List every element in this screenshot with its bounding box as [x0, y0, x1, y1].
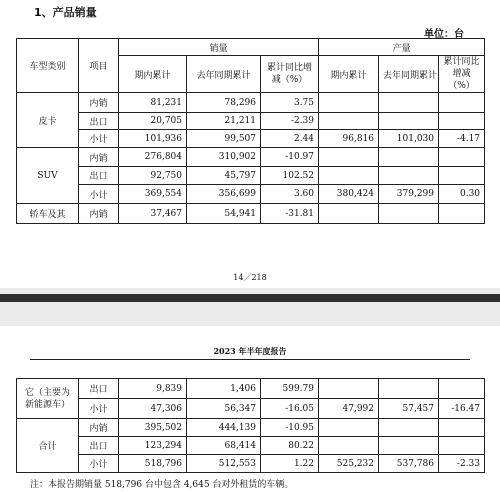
- production-change: [439, 379, 485, 399]
- page-separator: [0, 288, 500, 326]
- sales-current: 9,839: [119, 379, 187, 399]
- table-row: [17, 437, 485, 455]
- row-category: 合计: [17, 419, 79, 473]
- header-prod-current: 期内累计: [319, 56, 379, 93]
- row-item: 出口: [79, 379, 119, 399]
- footnote: 注：本报告期销量 518,796 台中包含 4,645 台对外租赁的车辆。: [30, 480, 294, 490]
- table-row: [17, 167, 485, 185]
- sales-current: 395,502: [119, 419, 187, 437]
- sales-current: 47,306: [119, 399, 187, 419]
- row-item: 内销: [79, 148, 119, 167]
- production-current: [319, 437, 379, 455]
- sales-change: 2.44: [261, 130, 319, 148]
- sales-change: 3.75: [261, 93, 319, 113]
- table-row: [17, 455, 485, 473]
- section-title: 1、产品销量: [34, 6, 97, 19]
- row-item: 出口: [79, 437, 119, 455]
- row-item: 内销: [79, 204, 119, 224]
- sales-change: 1.22: [261, 455, 319, 473]
- row-item: 小计: [79, 455, 119, 473]
- production-change: [439, 419, 485, 437]
- production-change: [439, 148, 485, 167]
- row-category: 轿车及其: [17, 204, 79, 224]
- row-item: 小计: [79, 185, 119, 204]
- report-header: 2023 年半年度报告: [213, 346, 287, 356]
- sales-change: 3.60: [261, 185, 319, 204]
- production-current: [319, 419, 379, 437]
- sales-current: 369,554: [119, 185, 187, 204]
- sales-change: -2.39: [261, 113, 319, 130]
- sales-last-year: 356,699: [187, 185, 261, 204]
- header-production: 产量: [319, 39, 485, 56]
- production-current: 96,816: [319, 130, 379, 148]
- sales-change: -31.81: [261, 204, 319, 224]
- header-sales-last-year: 去年同期累计: [187, 56, 261, 93]
- sales-current: 37,467: [119, 204, 187, 224]
- production-current: [319, 167, 379, 185]
- sales-current: 123,294: [119, 437, 187, 455]
- row-item: 小计: [79, 130, 119, 148]
- production-last-year: [379, 148, 439, 167]
- header-sales-current: 期内累计: [119, 56, 187, 93]
- header-item: 项目: [79, 39, 119, 93]
- row-item: 出口: [79, 113, 119, 130]
- sales-change: 102.52: [261, 167, 319, 185]
- production-last-year: [379, 93, 439, 113]
- sales-production-table: [16, 38, 485, 224]
- row-category: 它（主要为新能源车）: [17, 379, 79, 419]
- table-row: [17, 148, 485, 167]
- production-change: 0.30: [439, 185, 485, 204]
- row-category: 皮卡: [17, 93, 79, 148]
- sales-last-year: 78,296: [187, 93, 261, 113]
- row-item: 出口: [79, 167, 119, 185]
- table-row: [17, 93, 485, 113]
- production-last-year: [379, 113, 439, 130]
- sales-last-year: 444,139: [187, 419, 261, 437]
- table-row: [17, 419, 485, 437]
- table-row: [17, 399, 485, 419]
- header-sales-change: 累计同比增减（%）: [261, 56, 319, 93]
- sales-change: -10.97: [261, 148, 319, 167]
- production-current: [319, 93, 379, 113]
- sales-change: -16.05: [261, 399, 319, 419]
- production-change: [439, 113, 485, 130]
- sales-last-year: 45,797: [187, 167, 261, 185]
- production-last-year: 537,786: [379, 455, 439, 473]
- sales-last-year: 99,507: [187, 130, 261, 148]
- production-change: [439, 204, 485, 224]
- sales-last-year: 68,414: [187, 437, 261, 455]
- production-current: 380,424: [319, 185, 379, 204]
- sales-current: 20,705: [119, 113, 187, 130]
- production-last-year: 101,030: [379, 130, 439, 148]
- production-last-year: [379, 419, 439, 437]
- sales-current: 276,804: [119, 148, 187, 167]
- production-change: -2.33: [439, 455, 485, 473]
- header-sales: 销量: [119, 39, 319, 56]
- production-current: [319, 148, 379, 167]
- production-last-year: 379,299: [379, 185, 439, 204]
- row-item: 内销: [79, 93, 119, 113]
- sales-last-year: 54,941: [187, 204, 261, 224]
- production-change: [439, 167, 485, 185]
- sales-last-year: 512,553: [187, 455, 261, 473]
- production-current: [319, 204, 379, 224]
- sales-current: 81,231: [119, 93, 187, 113]
- table-row: [17, 204, 485, 224]
- production-last-year: [379, 437, 439, 455]
- production-current: [319, 113, 379, 130]
- production-change: [439, 93, 485, 113]
- header-prod-change: 累计同比增减（%）: [439, 56, 485, 93]
- production-last-year: [379, 204, 439, 224]
- table-row: [17, 185, 485, 204]
- page-number: 14／218: [233, 273, 267, 282]
- sales-change: 80.22: [261, 437, 319, 455]
- table-row: [17, 379, 485, 399]
- production-last-year: [379, 167, 439, 185]
- row-item: 小计: [79, 399, 119, 419]
- sales-current: 518,796: [119, 455, 187, 473]
- production-last-year: 57,457: [379, 399, 439, 419]
- header-rule: [30, 359, 470, 360]
- production-change: -16.47: [439, 399, 485, 419]
- production-change: [439, 437, 485, 455]
- row-item: 内销: [79, 419, 119, 437]
- table-row: [17, 113, 485, 130]
- sales-last-year: 310,902: [187, 148, 261, 167]
- table-row: [17, 130, 485, 148]
- row-category: SUV: [17, 148, 79, 204]
- production-current: 47,992: [319, 399, 379, 419]
- header-prod-last-year: 去年同期累计: [379, 56, 439, 93]
- unit-label: 单位：台: [424, 29, 464, 40]
- sales-current: 92,750: [119, 167, 187, 185]
- sales-change: -10.95: [261, 419, 319, 437]
- sales-production-table-continued: [16, 378, 485, 473]
- sales-last-year: 56,347: [187, 399, 261, 419]
- sales-last-year: 21,211: [187, 113, 261, 130]
- production-last-year: [379, 379, 439, 399]
- production-current: 525,232: [319, 455, 379, 473]
- production-current: [319, 379, 379, 399]
- sales-change: 599.79: [261, 379, 319, 399]
- header-type: 车型类别: [17, 39, 79, 93]
- sales-current: 101,936: [119, 130, 187, 148]
- sales-last-year: 1,406: [187, 379, 261, 399]
- production-change: -4.17: [439, 130, 485, 148]
